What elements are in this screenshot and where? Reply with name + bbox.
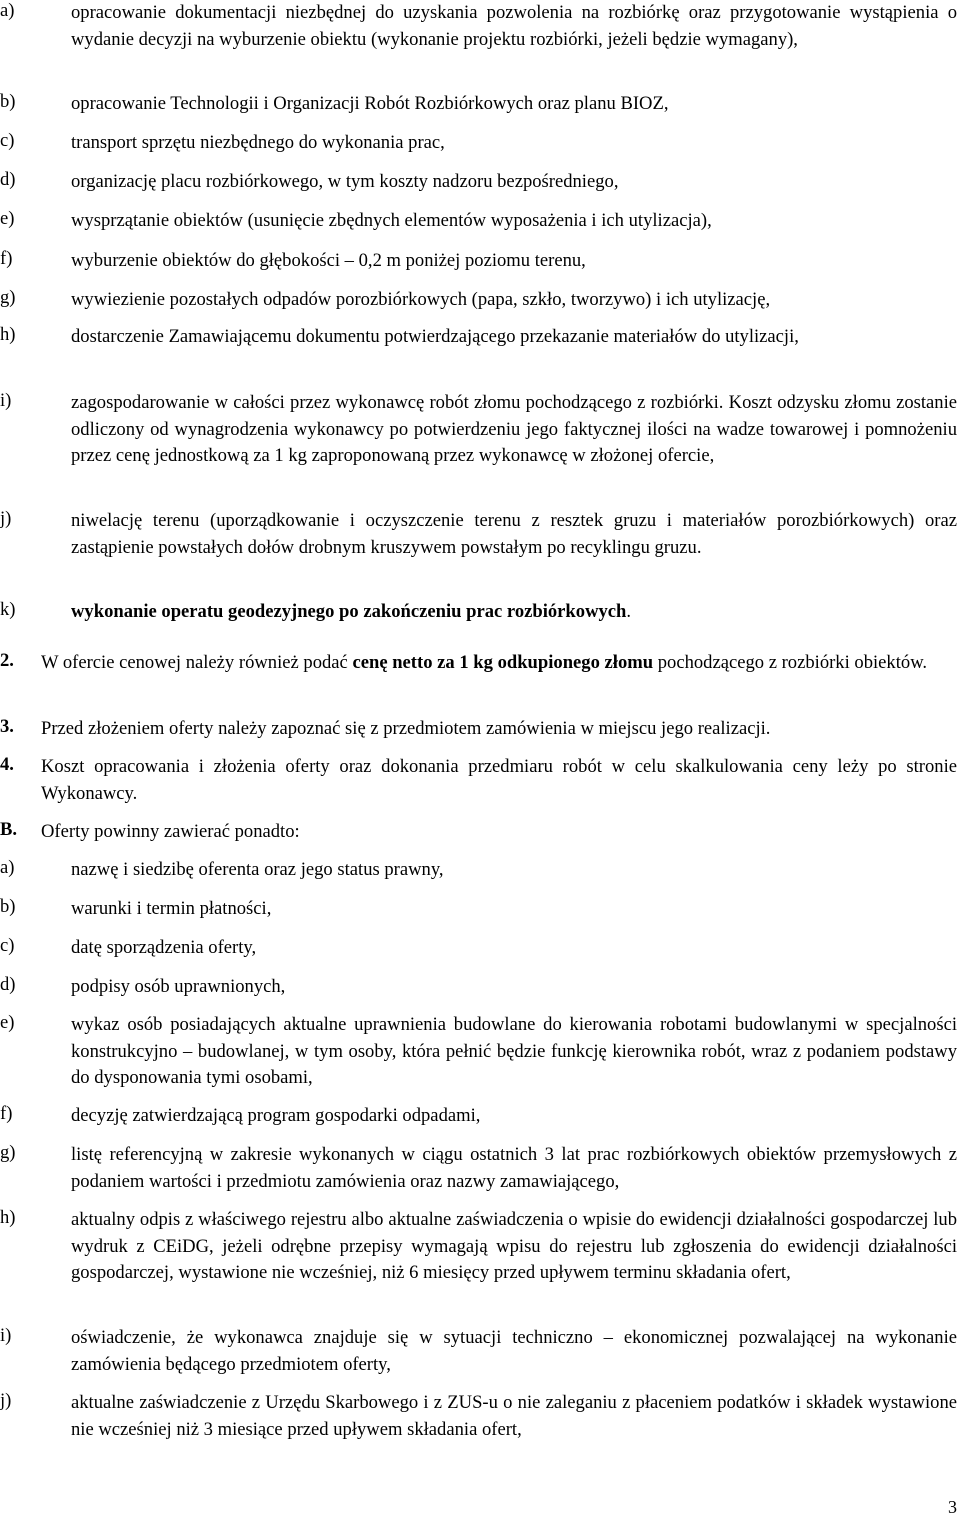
list-marker: f): [0, 248, 13, 269]
paragraph-number: 4.: [0, 754, 14, 775]
list-marker: a): [0, 857, 15, 878]
list-marker: k): [0, 599, 16, 620]
list-marker: g): [0, 1142, 16, 1163]
list-text: wykonanie operatu geodezyjnego po zakończeniu prac rozbiórkowych.: [71, 601, 632, 622]
bold-text: cenę netto za 1 kg odkupionego złomu: [352, 652, 654, 673]
list-marker: b): [0, 91, 16, 112]
list-text: listę referencyjną w zakresie wykonanych w ciągu ostatnich 3 lat prac rozbiórkowych obiektów przemysłowych z podaniem wartości i przedmiotu zamówienia oraz nazwy zamawiającego,: [71, 1144, 957, 1192]
list-marker: g): [0, 287, 16, 308]
list-marker: i): [0, 390, 12, 411]
list-text: opracowanie dokumentacji niezbędnej do uzyskania pozwolenia na rozbiórkę oraz przygotowanie wystąpienia o wydanie decyzji na wyburzenie obiektu (wykonanie projektu rozbiórki, jeżeli będzie wymagany),: [71, 2, 957, 50]
list-text: dostarczenie Zamawiającemu dokumentu potwierdzającego przekazanie materiałów do utylizacji,: [71, 326, 799, 347]
paragraph-number: 2.: [0, 650, 14, 671]
list-text: wyburzenie obiektów do głębokości – 0,2 m poniżej poziomu terenu,: [71, 250, 586, 271]
paragraph-text: W ofercie cenowej należy również podać cenę netto za 1 kg odkupionego złomu pochodzącego z rozbiórki obiektów.: [41, 652, 928, 673]
page-number: 3: [948, 1497, 957, 1517]
list-marker: h): [0, 1207, 16, 1228]
list-text: wysprzątanie obiektów (usunięcie zbędnych elementów wyposażenia i ich utylizacja),: [71, 210, 712, 231]
paragraph-text: Przed złożeniem oferty należy zapoznać się z przedmiotem zamówienia w miejscu jego realizacji.: [41, 718, 771, 739]
list-marker: c): [0, 935, 15, 956]
list-text: podpisy osób uprawnionych,: [71, 976, 286, 997]
section-letter: B.: [0, 819, 18, 840]
list-marker: d): [0, 974, 16, 995]
list-text: opracowanie Technologii i Organizacji Robót Rozbiórkowych oraz planu BIOZ,: [71, 93, 669, 114]
list-text: zagospodarowanie w całości przez wykonawcę robót złomu pochodzącego z rozbiórki. Koszt odzysku złomu zostanie odliczony od wynagrodzenia wykonawcy po potwierdzeniu jego faktycznej ilości na wadze towarowej i pomnożeniu przez cenę jednostkową za 1 kg zaproponowaną przez wykonawcę w złożonej ofercie,: [71, 392, 957, 466]
paragraph-text: Koszt opracowania i złożenia oferty oraz dokonania przedmiaru robót w celu skalkulowania ceny leży po stronie Wykonawcy.: [41, 756, 957, 804]
list-marker: i): [0, 1325, 12, 1346]
list-marker: j): [0, 508, 12, 529]
list-text: wykaz osób posiadających aktualne uprawnienia budowlane do kierowania robotami budowlanymi w specjalności konstrukcyjno – budowlanej, w tym osoby, która pełnić będzie funkcję kierownika robót, wraz z podaniem podstawy do dysponowania tymi osobami,: [71, 1014, 957, 1088]
list-marker: e): [0, 1012, 15, 1033]
list-marker: h): [0, 324, 16, 345]
list-marker: b): [0, 896, 16, 917]
list-marker: a): [0, 0, 15, 21]
list-text: datę sporządzenia oferty,: [71, 937, 257, 958]
list-text: decyzję zatwierdzającą program gospodarki odpadami,: [71, 1105, 481, 1126]
list-marker: e): [0, 208, 15, 229]
paragraph-number: 3.: [0, 716, 14, 737]
list-text: aktualny odpis z właściwego rejestru albo aktualne zaświadczenia o wpisie do ewidencji działalności gospodarczej lub wydruk z CEiDG, jeżeli odrębne przepisy wymagają wpisu do rejestru lub zgłoszenia do ewidencji działalności gospodarczej, wystawione nie wcześniej, niż 6 miesięcy przed upływem terminu składania ofert,: [71, 1209, 957, 1283]
list-text: transport sprzętu niezbędnego do wykonania prac,: [71, 132, 445, 153]
list-text: wywiezienie pozostałych odpadów porozbiórkowych (papa, szkło, tworzywo) i ich utylizację,: [71, 289, 771, 310]
list-marker: j): [0, 1390, 12, 1411]
list-text: organizację placu rozbiórkowego, w tym koszty nadzoru bezpośredniego,: [71, 171, 619, 192]
list-text: warunki i termin płatności,: [71, 898, 272, 919]
list-text: aktualne zaświadczenie z Urzędu Skarbowego i z ZUS-u o nie zaleganiu z płaceniem podatków i składek wystawione nie wcześniej niż 3 miesiące przed upływem składania ofert,: [71, 1392, 957, 1440]
bold-text: wykonanie operatu geodezyjnego po zakończeniu prac rozbiórkowych: [71, 601, 627, 622]
section-text: Oferty powinny zawierać ponadto:: [41, 821, 300, 842]
list-text: oświadczenie, że wykonawca znajduje się w sytuacji techniczno – ekonomicznej pozwalającej na wykonanie zamówienia będącego przedmiotem oferty,: [71, 1327, 957, 1375]
list-text: nazwę i siedzibę oferenta oraz jego status prawny,: [71, 859, 444, 880]
list-marker: f): [0, 1103, 13, 1124]
list-marker: d): [0, 169, 16, 190]
list-marker: c): [0, 130, 15, 151]
list-text: niwelację terenu (uporządkowanie i oczyszczenie terenu z resztek gruzu i materiałów porozbiórkowych) oraz zastąpienie powstałych dołów drobnym kruszywem powstałym po recyklingu gruzu.: [71, 510, 957, 558]
